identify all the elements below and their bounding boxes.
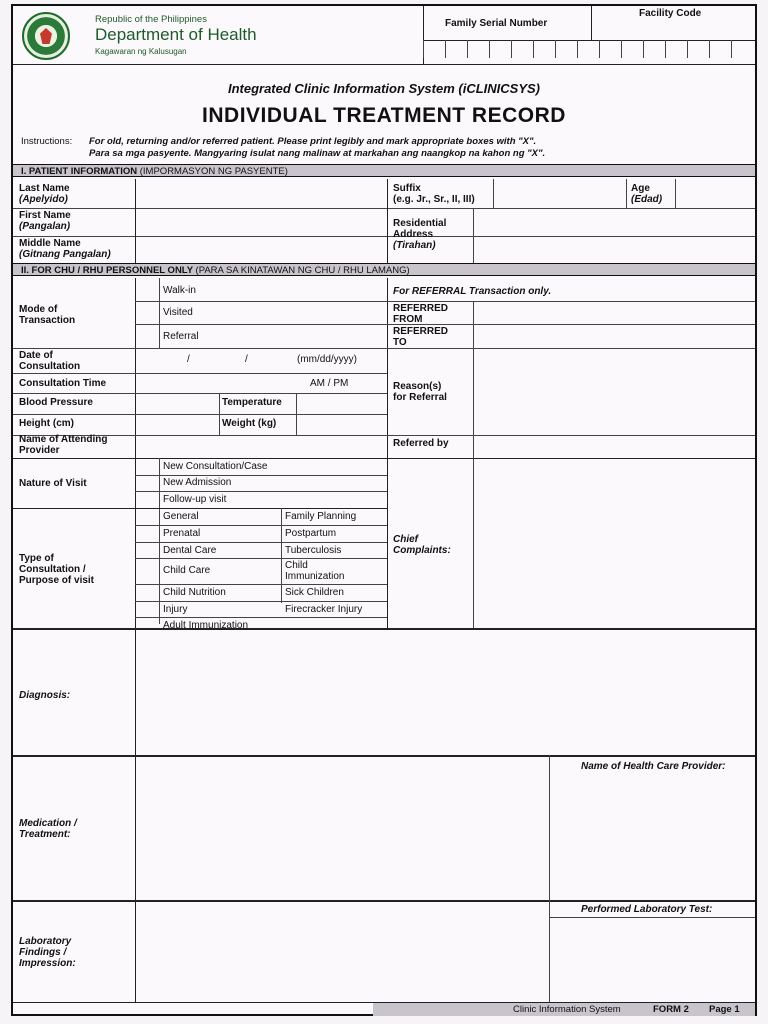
chief-complaints-label: Chief Complaints: xyxy=(393,534,451,556)
footer-system: Clinic Information System xyxy=(513,1004,621,1015)
treatment-record-form xyxy=(11,4,757,1016)
temperature-label: Temperature xyxy=(222,397,282,408)
consultation-time-input[interactable] xyxy=(137,375,297,392)
am-pm-hint: AM / PM xyxy=(310,378,349,389)
address-label: Residential Address (Tirahan) xyxy=(393,218,447,251)
referral-only-note: For REFERRAL Transaction only. xyxy=(393,286,552,297)
injury-option[interactable]: Injury xyxy=(163,604,188,615)
referred-to-input[interactable] xyxy=(474,325,754,347)
consultation-date-input[interactable] xyxy=(137,350,287,372)
instructions-english: For old, returning and/or referred patient. Please print legibly and mark appropriate boxes with "X". xyxy=(89,136,537,147)
provider-name-input[interactable] xyxy=(551,777,753,897)
postpartum-option[interactable]: Postpartum xyxy=(285,528,337,539)
blood-pressure-label: Blood Pressure xyxy=(19,397,93,408)
attending-provider-label: Name of Attending Provider xyxy=(19,434,108,456)
instructions-filipino: Para sa mga pasyente. Mangyaring isulat nang malinaw at markahan ang naangkop na kahon ng "X". xyxy=(89,148,546,159)
provider-name-label: Name of Health Care Provider: xyxy=(581,761,726,772)
follow-up-option[interactable]: Follow-up visit xyxy=(163,494,227,505)
age-label: Age (Edad) xyxy=(631,183,663,205)
referred-to-label: REFERRED TO xyxy=(393,326,449,348)
performed-lab-label: Performed Laboratory Test: xyxy=(581,904,713,915)
date-separator: / xyxy=(187,354,190,365)
family-serial-label: Family Serial Number xyxy=(445,18,548,29)
last-name-label: Last Name (Apelyido) xyxy=(19,183,70,205)
last-name-input[interactable] xyxy=(135,181,385,207)
diagnosis-label: Diagnosis: xyxy=(19,690,71,701)
dental-care-option[interactable]: Dental Care xyxy=(163,545,217,556)
date-of-consultation-label: Date of Consultation xyxy=(19,350,81,372)
date-separator: / xyxy=(245,354,248,365)
address-input[interactable] xyxy=(474,209,754,262)
reasons-referral-label: Reason(s) for Referral xyxy=(393,381,447,403)
weight-label: Weight (kg) xyxy=(222,418,277,429)
kagawaran-text: Kagawaran ng Kalusugan xyxy=(95,47,187,56)
medication-treatment-label: Medication / Treatment: xyxy=(19,818,77,840)
section2-subtitle: (PARA SA KINATAWAN NG CHU / RHU LAMANG) xyxy=(195,265,410,276)
tuberculosis-option[interactable]: Tuberculosis xyxy=(285,545,342,556)
section1-subtitle: (IMPORMASYON NG PASYENTE) xyxy=(139,166,288,177)
performed-lab-input[interactable] xyxy=(551,919,753,1001)
republic-text: Republic of the Philippines xyxy=(95,14,207,25)
walk-in-option[interactable]: Walk-in xyxy=(163,285,196,296)
middle-name-label: Middle Name (Gitnang Pangalan) xyxy=(19,238,111,260)
section-patient-information xyxy=(13,164,755,177)
referred-from-input[interactable] xyxy=(474,302,754,324)
sick-children-option[interactable]: Sick Children xyxy=(285,587,344,598)
form-title: INDIVIDUAL TREATMENT RECORD xyxy=(202,104,566,127)
consultation-time-label: Consultation Time xyxy=(19,378,107,389)
nature-of-visit-label: Nature of Visit xyxy=(19,478,87,489)
attending-provider-input[interactable] xyxy=(137,437,385,457)
referred-by-label: Referred by xyxy=(393,438,449,449)
new-consultation-option[interactable]: New Consultation/Case xyxy=(163,461,268,472)
section2-title: II. FOR CHU / RHU PERSONNEL ONLY xyxy=(21,265,193,276)
system-title: Integrated Clinic Information System (iCLINICSYS) xyxy=(227,81,541,96)
height-input[interactable] xyxy=(137,416,217,434)
weight-input[interactable] xyxy=(298,416,386,434)
blood-pressure-input[interactable] xyxy=(137,395,217,413)
adult-immunization-option[interactable]: Adult Immunization xyxy=(163,620,249,631)
temperature-input[interactable] xyxy=(298,395,386,413)
footer-page: Page 1 xyxy=(709,1004,740,1015)
diagnosis-input[interactable] xyxy=(137,630,753,754)
new-admission-option[interactable]: New Admission xyxy=(163,477,232,488)
age-input[interactable] xyxy=(676,180,754,207)
department-name: Department of Health xyxy=(95,25,257,44)
type-of-consultation-label: Type of Consultation / Purpose of visit xyxy=(19,553,95,586)
instructions-label: Instructions: xyxy=(21,136,73,147)
first-name-label: First Name (Pangalan) xyxy=(19,210,71,232)
mode-of-transaction-label: Mode of Transaction xyxy=(19,304,76,326)
child-care-option[interactable]: Child Care xyxy=(163,565,211,576)
chief-complaints-input[interactable] xyxy=(474,459,754,627)
medication-input[interactable] xyxy=(137,757,547,899)
section1-title: I. PATIENT INFORMATION xyxy=(21,166,138,177)
reasons-referral-input[interactable] xyxy=(474,349,754,434)
visited-option[interactable]: Visited xyxy=(163,307,193,318)
child-nutrition-option[interactable]: Child Nutrition xyxy=(163,587,226,598)
suffix-input[interactable] xyxy=(494,180,626,207)
referred-by-input[interactable] xyxy=(474,436,754,457)
prenatal-option[interactable]: Prenatal xyxy=(163,528,201,539)
first-name-input[interactable] xyxy=(135,209,385,235)
family-planning-option[interactable]: Family Planning xyxy=(285,511,357,522)
laboratory-findings-label: Laboratory Findings / Impression: xyxy=(19,936,76,969)
child-immunization-option[interactable]: Child Immunization xyxy=(285,560,345,582)
suffix-label: Suffix (e.g. Jr., Sr., II, III) xyxy=(393,183,475,205)
footer-form: FORM 2 xyxy=(653,1004,689,1015)
middle-name-input[interactable] xyxy=(135,236,385,262)
referral-option[interactable]: Referral xyxy=(163,331,199,342)
facility-code-label: Facility Code xyxy=(639,8,702,19)
lab-findings-input[interactable] xyxy=(137,902,547,1000)
height-label: Height (cm) xyxy=(19,418,74,429)
doh-seal-icon xyxy=(22,12,70,60)
referred-from-label: REFERRED FROM xyxy=(393,303,449,325)
date-format-hint: (mm/dd/yyyy) xyxy=(297,354,357,365)
family-serial-input[interactable] xyxy=(423,40,753,58)
firecracker-injury-option[interactable]: Firecracker Injury xyxy=(285,604,363,615)
section-chu-personnel xyxy=(13,263,755,276)
general-option[interactable]: General xyxy=(163,511,199,522)
